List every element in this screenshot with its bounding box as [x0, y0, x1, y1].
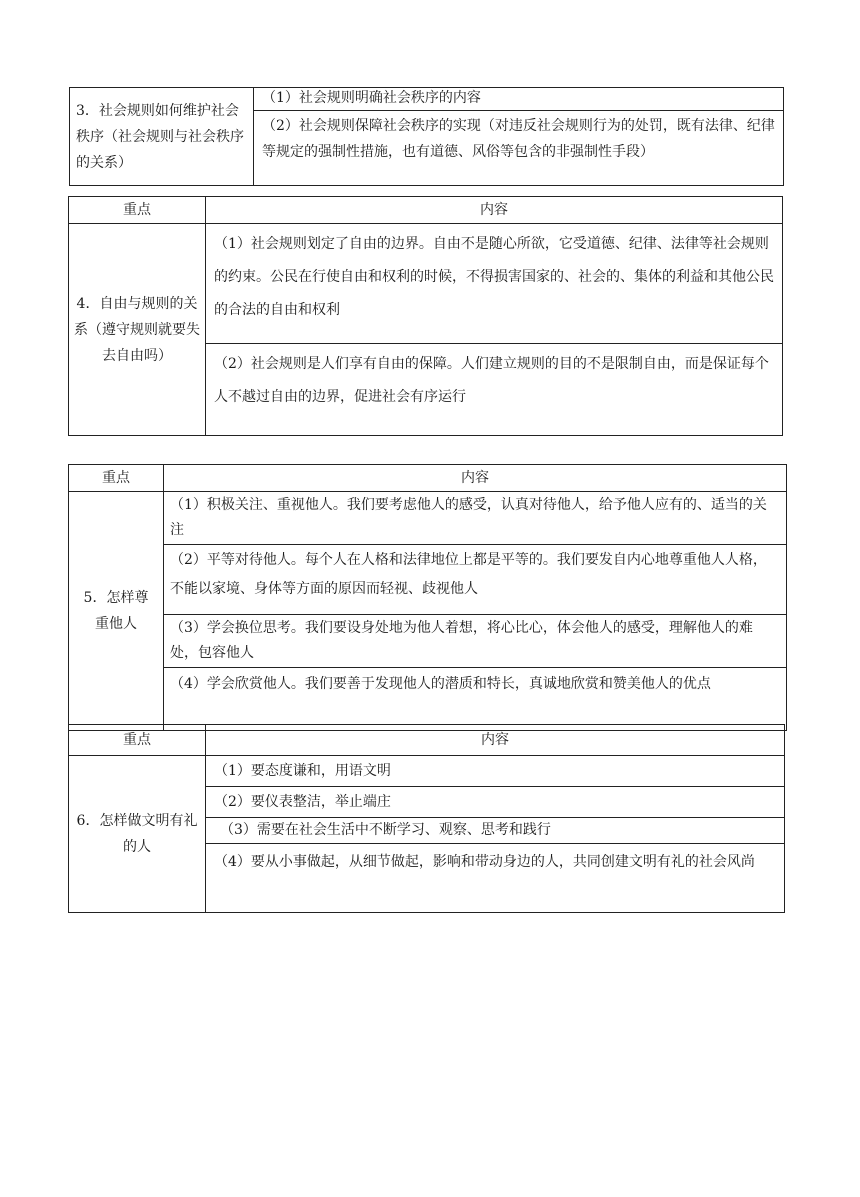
- content-item: （2）平等对待他人。每个人在人格和法律地位上都是平等的。我们要发自内心地尊重他人人格，不能以家境、身体等方面的原因而轻视、歧视他人: [164, 545, 787, 615]
- table-social-order: [69, 87, 784, 186]
- header-key: 重点: [69, 197, 206, 224]
- content-item: （3）需要在社会生活中不断学习、观察、思考和践行: [206, 818, 785, 844]
- content-item: （4）学会欣赏他人。我们要善于发现他人的潜质和特长，真诚地欣赏和赞美他人的优点: [164, 668, 787, 731]
- content-item: （2）社会规则保障社会秩序的实现（对违反社会规则行为的处罚，既有法律、纪律等规定的强制性措施，也有道德、风俗等包含的非强制性手段）: [254, 111, 784, 186]
- topic-label: 5．怎样尊重他人: [69, 492, 164, 731]
- header-key: 重点: [69, 465, 164, 492]
- content-item: （2）要仪表整洁，举止端庄: [206, 787, 785, 818]
- topic-label: 4．自由与规则的关系（遵守规则就要失去自由吗）: [69, 224, 206, 436]
- content-item: （1）积极关注、重视他人。我们要考虑他人的感受，认真对待他人，给予他人应有的、适当的关注: [164, 492, 787, 545]
- table-freedom-rules: [68, 196, 783, 436]
- content-item: （2）社会规则是人们享有自由的保障。人们建立规则的目的不是限制自由，而是保证每个人不越过自由的边界，促进社会有序运行: [206, 344, 783, 436]
- header-content: 内容: [164, 465, 787, 492]
- header-key: 重点: [69, 725, 206, 756]
- content-item: （4）要从小事做起，从细节做起，影响和带动身边的人，共同创建文明有礼的社会风尚: [206, 844, 785, 913]
- header-content: 内容: [206, 725, 785, 756]
- content-item: （1）社会规则明确社会秩序的内容: [254, 88, 784, 111]
- topic-label: 3．社会规则如何维护社会秩序（社会规则与社会秩序的关系）: [70, 88, 254, 186]
- table-civility: [68, 724, 785, 913]
- content-item: （1）要态度谦和，用语文明: [206, 756, 785, 787]
- header-content: 内容: [206, 197, 783, 224]
- table-respect-others: [68, 464, 787, 731]
- content-item: （1）社会规则划定了自由的边界。自由不是随心所欲，它受道德、纪律、法律等社会规则的约束。公民在行使自由和权利的时候，不得损害国家的、社会的、集体的利益和其他公民的合法的自由和权利: [206, 224, 783, 344]
- topic-label: 6．怎样做文明有礼的人: [69, 756, 206, 913]
- content-item: （3）学会换位思考。我们要设身处地为他人着想，将心比心，体会他人的感受，理解他人的难处，包容他人: [164, 615, 787, 668]
